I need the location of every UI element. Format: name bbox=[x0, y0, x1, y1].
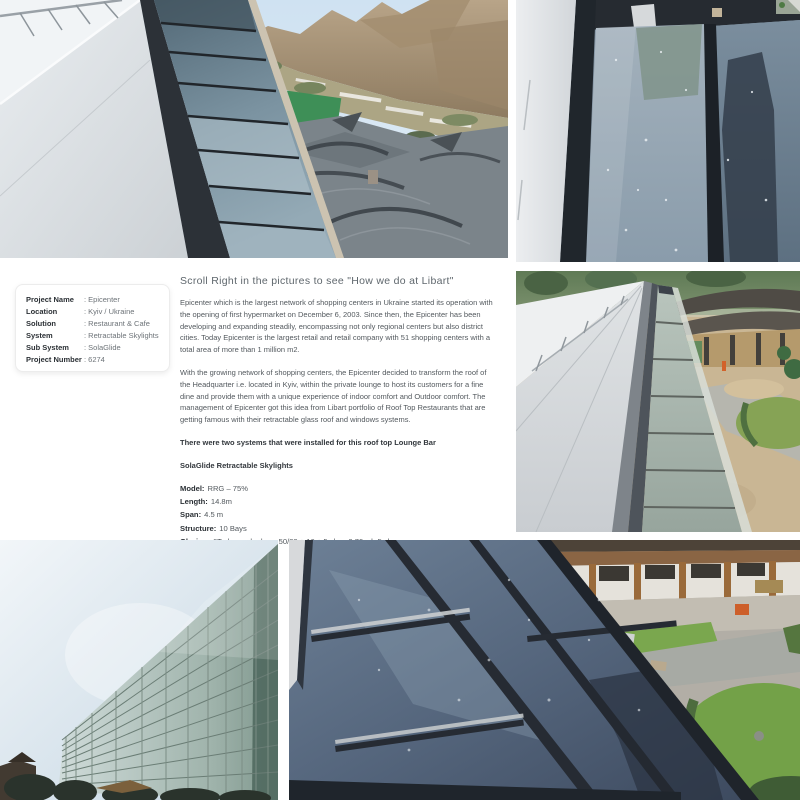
spec-structure bbox=[180, 522, 498, 535]
gallery-photo-skylight-courtyard[interactable] bbox=[289, 540, 800, 800]
timber-stack bbox=[755, 580, 783, 593]
spec-length bbox=[180, 495, 498, 508]
system-label: System bbox=[26, 331, 53, 341]
card-row-system bbox=[26, 330, 161, 342]
spec-model bbox=[180, 482, 498, 495]
spec-length-label: Length: bbox=[180, 497, 208, 507]
card-row-sub-system bbox=[26, 342, 161, 354]
project-article bbox=[180, 275, 498, 548]
photo-skylight-courtyard-art bbox=[289, 540, 800, 800]
article-paragraph-2: With the growing network of shopping centers, the Epicenter decided to transform the roof of the Headquarter i.e. located in Kyiv, within the private lounge to host its customers for a fine dine and provide them with a unique experience of indoor comfort and Outdoor comfort. The management of Epicenter got this idea from Libart portfolio of Roof Top Restaurants that are getting famous with their retractable glass roof and windows systems. bbox=[180, 367, 487, 425]
spec-model-label: Model: bbox=[180, 483, 205, 493]
card-row-project-number bbox=[26, 354, 161, 366]
solution-value: : Restaurant & Cafe bbox=[84, 319, 150, 329]
photo-skylight-edge-art bbox=[0, 0, 508, 258]
white-roof-building bbox=[516, 281, 658, 532]
spec-structure-label: Structure: bbox=[180, 523, 217, 533]
project-name-label: Project Name bbox=[26, 295, 74, 304]
gallery-photo-facade[interactable] bbox=[0, 540, 278, 800]
sub-system-label: Sub System bbox=[26, 343, 69, 353]
solution-label: Solution bbox=[26, 319, 56, 329]
photo-roofline-art bbox=[516, 271, 800, 532]
system-value: : Retractable Skylights bbox=[84, 331, 159, 341]
system-heading: SolaGlide Retractable Skylights bbox=[180, 460, 293, 470]
eave-tiles bbox=[537, 540, 800, 552]
orange-bin bbox=[735, 604, 749, 615]
location-label: Location bbox=[26, 307, 58, 317]
location-value: : Kyiv / Ukraine bbox=[84, 307, 135, 317]
photo-glass-closeup-art bbox=[516, 0, 800, 262]
wall-corner bbox=[516, 0, 596, 262]
spec-span-value: 4.5 m bbox=[204, 510, 224, 520]
card-row-location bbox=[26, 306, 161, 318]
project-info-panel bbox=[0, 258, 508, 540]
project-number-value: : 6274 bbox=[84, 355, 105, 365]
gallery-photo-glass-closeup[interactable] bbox=[516, 0, 800, 262]
project-name-value: : Epicenter bbox=[84, 295, 120, 304]
worker-orange bbox=[722, 361, 726, 371]
green-reflection bbox=[636, 24, 702, 100]
spec-length-value: 14.8m bbox=[210, 497, 232, 507]
article-heading: Scroll Right in the pictures to see "How we do at Libart" bbox=[180, 275, 454, 287]
spec-model-value: RRG – 75% bbox=[207, 483, 248, 493]
spec-span-label: Span: bbox=[180, 510, 202, 520]
card-row-solution bbox=[26, 318, 161, 330]
article-emphasis-line: There were two systems that were installed for this roof top Lounge Bar bbox=[180, 437, 436, 447]
project-summary-card bbox=[15, 284, 170, 372]
gallery-photo-skylight-edge[interactable] bbox=[0, 0, 508, 258]
spec-span bbox=[180, 508, 498, 521]
spec-structure-value: 10 Bays bbox=[219, 523, 247, 533]
article-paragraph-1: Epicenter which is the largest network of shopping centers in Ukraine started its operation with the opening of first hypermarket on December 6, 2003. Since then, the Epicenter has been developing and expanding steadily, encompassing not only regional centers but also district cities. Today Epicenter is the largest retail and retail company with 51 shopping centers with a total area of more than 1 million m2. bbox=[180, 298, 493, 355]
gallery-photo-roofline-courtyard[interactable] bbox=[516, 271, 800, 532]
photo-facade-art bbox=[0, 540, 278, 800]
project-number-label: Project Number bbox=[26, 355, 82, 365]
sub-system-value: : SolaGlide bbox=[84, 343, 121, 353]
card-row-project-name bbox=[26, 294, 161, 306]
